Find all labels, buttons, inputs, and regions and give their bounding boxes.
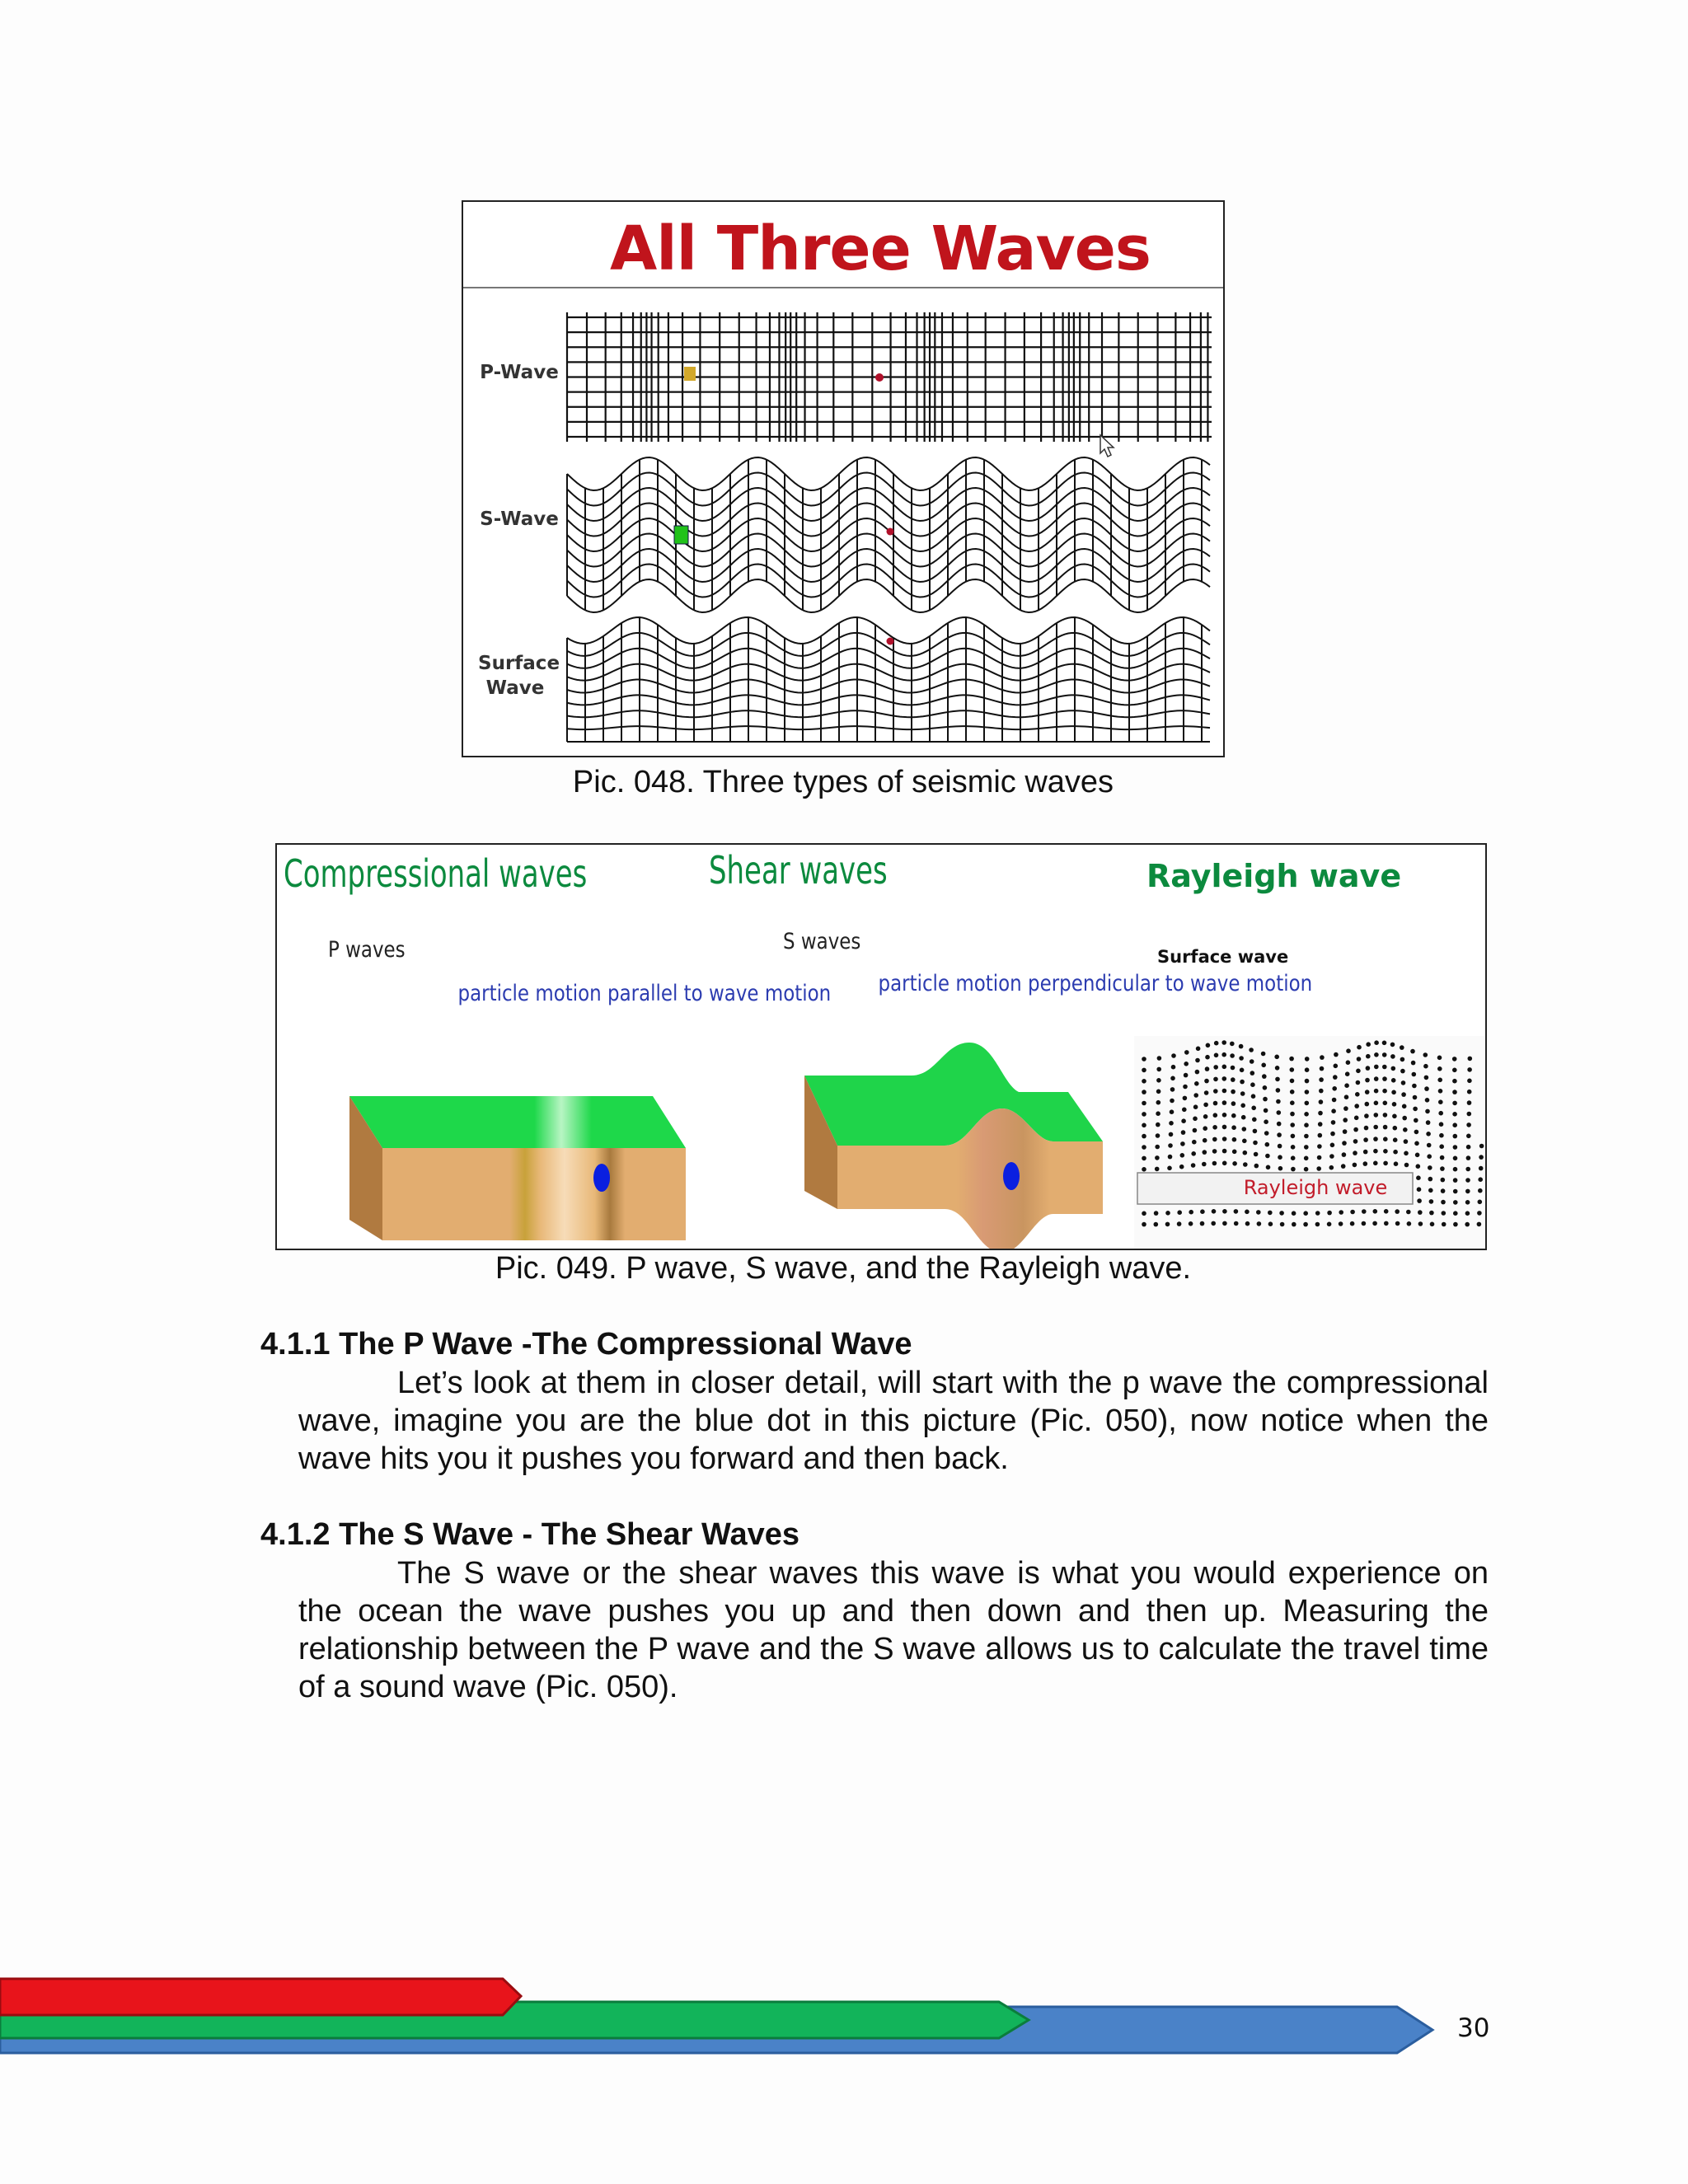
s-wave-block [804,1043,1103,1249]
p-wave-marker [684,367,696,381]
section-paragraph-p-wave [298,1364,1489,1478]
s-wave-blue-dot [1003,1162,1020,1190]
compressional-title: Compressional waves [284,851,588,896]
figure-caption-048: Pic. 048. Three types of seismic waves [572,765,1114,799]
paragraph-text: Let’s look at them in closer detail, will start with the p wave the compressional wave, imagine you are the blue dot in this picture (Pic. 050), now notice when the wave hits you it pushes you forward and then back. [298,1366,1489,1476]
compressional-note: particle motion parallel to wave motion [457,981,832,1006]
p-wave-particle-dot [875,373,884,382]
shear-note: particle motion perpendicular to wave motion [878,971,1313,996]
p-wave-grid [567,312,1212,442]
figure-p-s-rayleigh [275,843,1487,1250]
rayleigh-title: Rayleigh wave [1146,858,1402,894]
section-heading-s-wave: 4.1.2 The S Wave - The Shear Waves [260,1517,799,1552]
rayleigh-wave-label: Rayleigh wave [1243,1176,1388,1199]
footer-arrow-bars [0,1966,1451,2064]
figure-title: All Three Waves [610,213,1151,284]
wave-grids [463,202,1223,756]
paragraph-text: The S wave or the shear waves this wave is what you would experience on the ocean the wave pushes you up and then down and then up. Measuring the relationship between the P wave and the S wave allows us to calculate the travel time of a sound wave (Pic. 050). [298,1556,1489,1704]
p-wave-blue-dot [593,1164,610,1192]
figure-all-three-waves [462,200,1225,757]
s-waves-label: S waves [783,929,861,954]
s-wave-particle-dot [887,528,894,536]
shear-title: Shear waves [709,848,888,893]
surface-wave-grid [567,617,1210,742]
red-arrow-bar [0,1979,521,2015]
cursor-icon [1100,435,1114,457]
p-wave-label: P-Wave [480,362,559,383]
section-heading-p-wave: 4.1.1 The P Wave -The Compressional Wave [260,1327,912,1361]
s-wave-marker [674,526,688,544]
figure-caption-049: Pic. 049. P wave, S wave, and the Rayleigh wave. [495,1251,1192,1286]
s-wave-label: S-Wave [480,509,559,530]
surface-wave-label: Surface wave [1157,947,1289,967]
p-wave-block [349,1096,686,1240]
section-paragraph-s-wave [298,1554,1489,1706]
wave-blocks-illustration [277,845,1485,1249]
page-number: 30 [1457,2013,1490,2043]
p-waves-label: P waves [328,937,406,963]
surface-wave-label: Surface Wave [478,653,560,699]
surface-wave-particle-dot [887,638,894,645]
